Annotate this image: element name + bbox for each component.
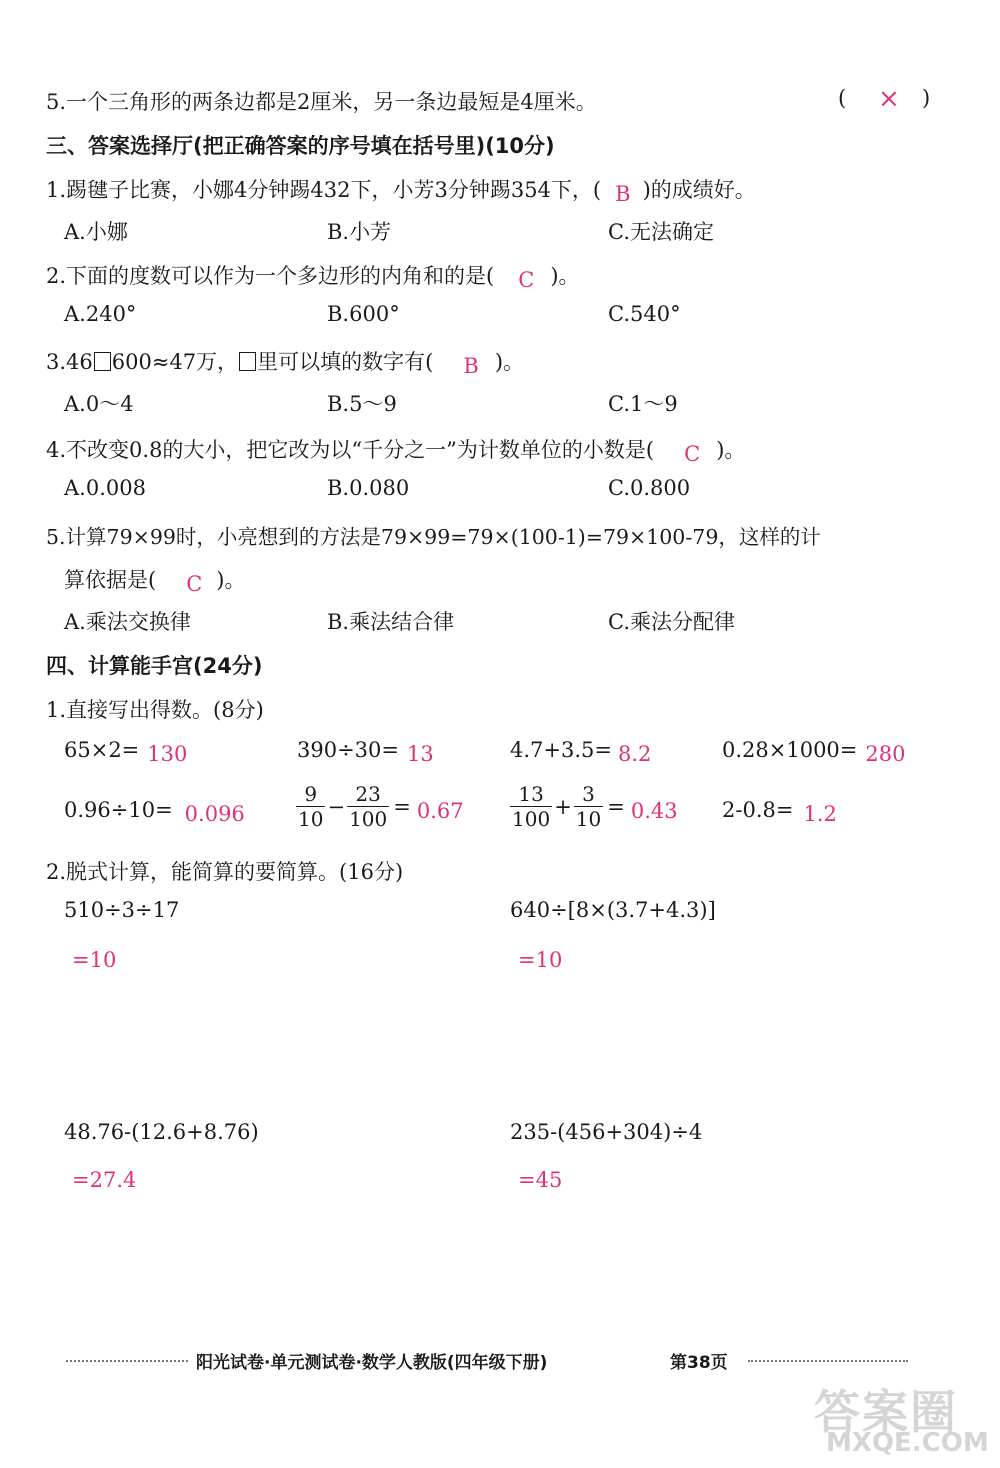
- stepwise-calc-title: 2.脱式计算，能简算的要简算。(16分): [46, 860, 404, 884]
- mc-option: A.0～4: [64, 392, 134, 416]
- handwritten-answer: =45: [518, 1168, 563, 1192]
- handwritten-answer: 130: [147, 742, 188, 766]
- fraction: $\frac{23}{100}$: [349, 782, 388, 831]
- cross-mark-icon: ×: [878, 84, 900, 114]
- mc-question-5-line2: 算依据是( C )。: [64, 568, 246, 596]
- mc-option: A.0.008: [64, 476, 146, 500]
- mc-option: C.0.800: [608, 476, 691, 500]
- direct-item: 65×2= 130: [64, 738, 188, 766]
- fraction: $\frac{3}{10}$: [575, 782, 602, 831]
- mc-question-2: 2.下面的度数可以作为一个多边形的内角和的是( C )。: [46, 264, 580, 292]
- answer-paren-open: (: [838, 86, 847, 110]
- direct-item: 390÷30= 13: [297, 738, 434, 766]
- mc-question-3: 3.46 600≈47万， 里可以填的数字有( B )。: [46, 350, 525, 378]
- handwritten-answer: 0.67: [416, 798, 464, 823]
- mc-question-1: 1.踢毽子比赛，小娜4分钟踢432下，小芳3分钟踢354下，( B )的成绩好。: [46, 178, 756, 206]
- fraction: $\frac{9}{10}$: [298, 782, 324, 831]
- stepwise-expression: 48.76-(12.6+8.76): [64, 1120, 259, 1144]
- mc-answer-5: C: [186, 572, 203, 596]
- mc-option: B.乘法结合律: [327, 610, 455, 634]
- mc-answer-3: B: [463, 354, 479, 378]
- watermark-url: MXQE.COM: [826, 1428, 989, 1458]
- handwritten-answer: 1.2: [803, 802, 837, 826]
- direct-item: 0.28×1000= 280: [722, 738, 906, 766]
- handwritten-answer: 13: [407, 742, 434, 766]
- blank-box-icon: [94, 352, 111, 371]
- mc-answer-1: B: [615, 182, 631, 206]
- handwritten-answer: =10: [518, 948, 563, 972]
- mc-option: C.乘法分配律: [608, 610, 735, 634]
- direct-calc-title: 1.直接写出得数。(8分): [46, 698, 264, 722]
- handwritten-answer: 8.2: [618, 742, 652, 766]
- section-title-calc: 四、计算能手宫(24分): [46, 654, 263, 678]
- handwritten-answer: 280: [865, 742, 906, 766]
- handwritten-answer: 0.096: [184, 802, 245, 826]
- mc-option: B.小芳: [327, 220, 392, 244]
- mc-option: B.5～9: [327, 392, 397, 416]
- direct-item: 0.96÷10= 0.096: [64, 798, 245, 826]
- mc-option: C.无法确定: [608, 220, 714, 244]
- page-number: 第38页: [670, 1353, 728, 1373]
- mc-option: B.600°: [327, 302, 400, 326]
- footer-text: 阳光试卷·单元测试卷·数学人教版(四年级下册): [196, 1353, 548, 1373]
- mc-question-5-line1: 5.计算79×99时，小亮想到的方法是79×99=79×(100-1)=79×100-79，这样的计: [46, 525, 821, 549]
- mc-answer-2: C: [518, 268, 535, 292]
- section-title-choice: 三、答案选择厅(把正确答案的序号填在括号里)(10分): [46, 134, 555, 158]
- handwritten-answer: =27.4: [72, 1168, 137, 1192]
- direct-item-fraction: $\frac{9}{10}$ − $\frac{23}{100}$ = 0.67: [298, 782, 464, 831]
- mc-option: A.乘法交换律: [64, 610, 191, 634]
- blank-box-icon: [239, 352, 256, 371]
- direct-item-fraction: $\frac{13}{100}$ + $\frac{3}{10}$ = 0.43: [512, 782, 678, 831]
- direct-item: 4.7+3.5= 8.2: [510, 738, 652, 766]
- direct-item: 2-0.8= 1.2: [722, 798, 837, 826]
- mc-option: A.240°: [64, 302, 137, 326]
- footer-divider: [66, 1360, 188, 1362]
- stepwise-expression: 640÷[8×(3.7+4.3)]: [510, 898, 716, 922]
- judge-question-5: 5.一个三角形的两条边都是2厘米，另一条边最短是4厘米。: [46, 90, 597, 114]
- handwritten-answer: 0.43: [630, 798, 678, 823]
- mc-option: C.540°: [608, 302, 681, 326]
- mc-option: C.1～9: [608, 392, 678, 416]
- mc-question-4: 4.不改变0.8的大小，把它改为以“千分之一”为计数单位的小数是( C )。: [46, 438, 746, 466]
- footer-divider: [748, 1360, 908, 1362]
- stepwise-expression: 510÷3÷17: [64, 898, 180, 922]
- fraction: $\frac{13}{100}$: [512, 782, 551, 831]
- handwritten-answer: =10: [72, 948, 117, 972]
- mc-option: B.0.080: [327, 476, 410, 500]
- mc-option: A.小娜: [64, 220, 128, 244]
- answer-paren-close: ): [922, 86, 931, 110]
- stepwise-expression: 235-(456+304)÷4: [510, 1120, 703, 1144]
- watermark-logo: 答案圈: [814, 1385, 958, 1439]
- mc-answer-4: C: [684, 442, 701, 466]
